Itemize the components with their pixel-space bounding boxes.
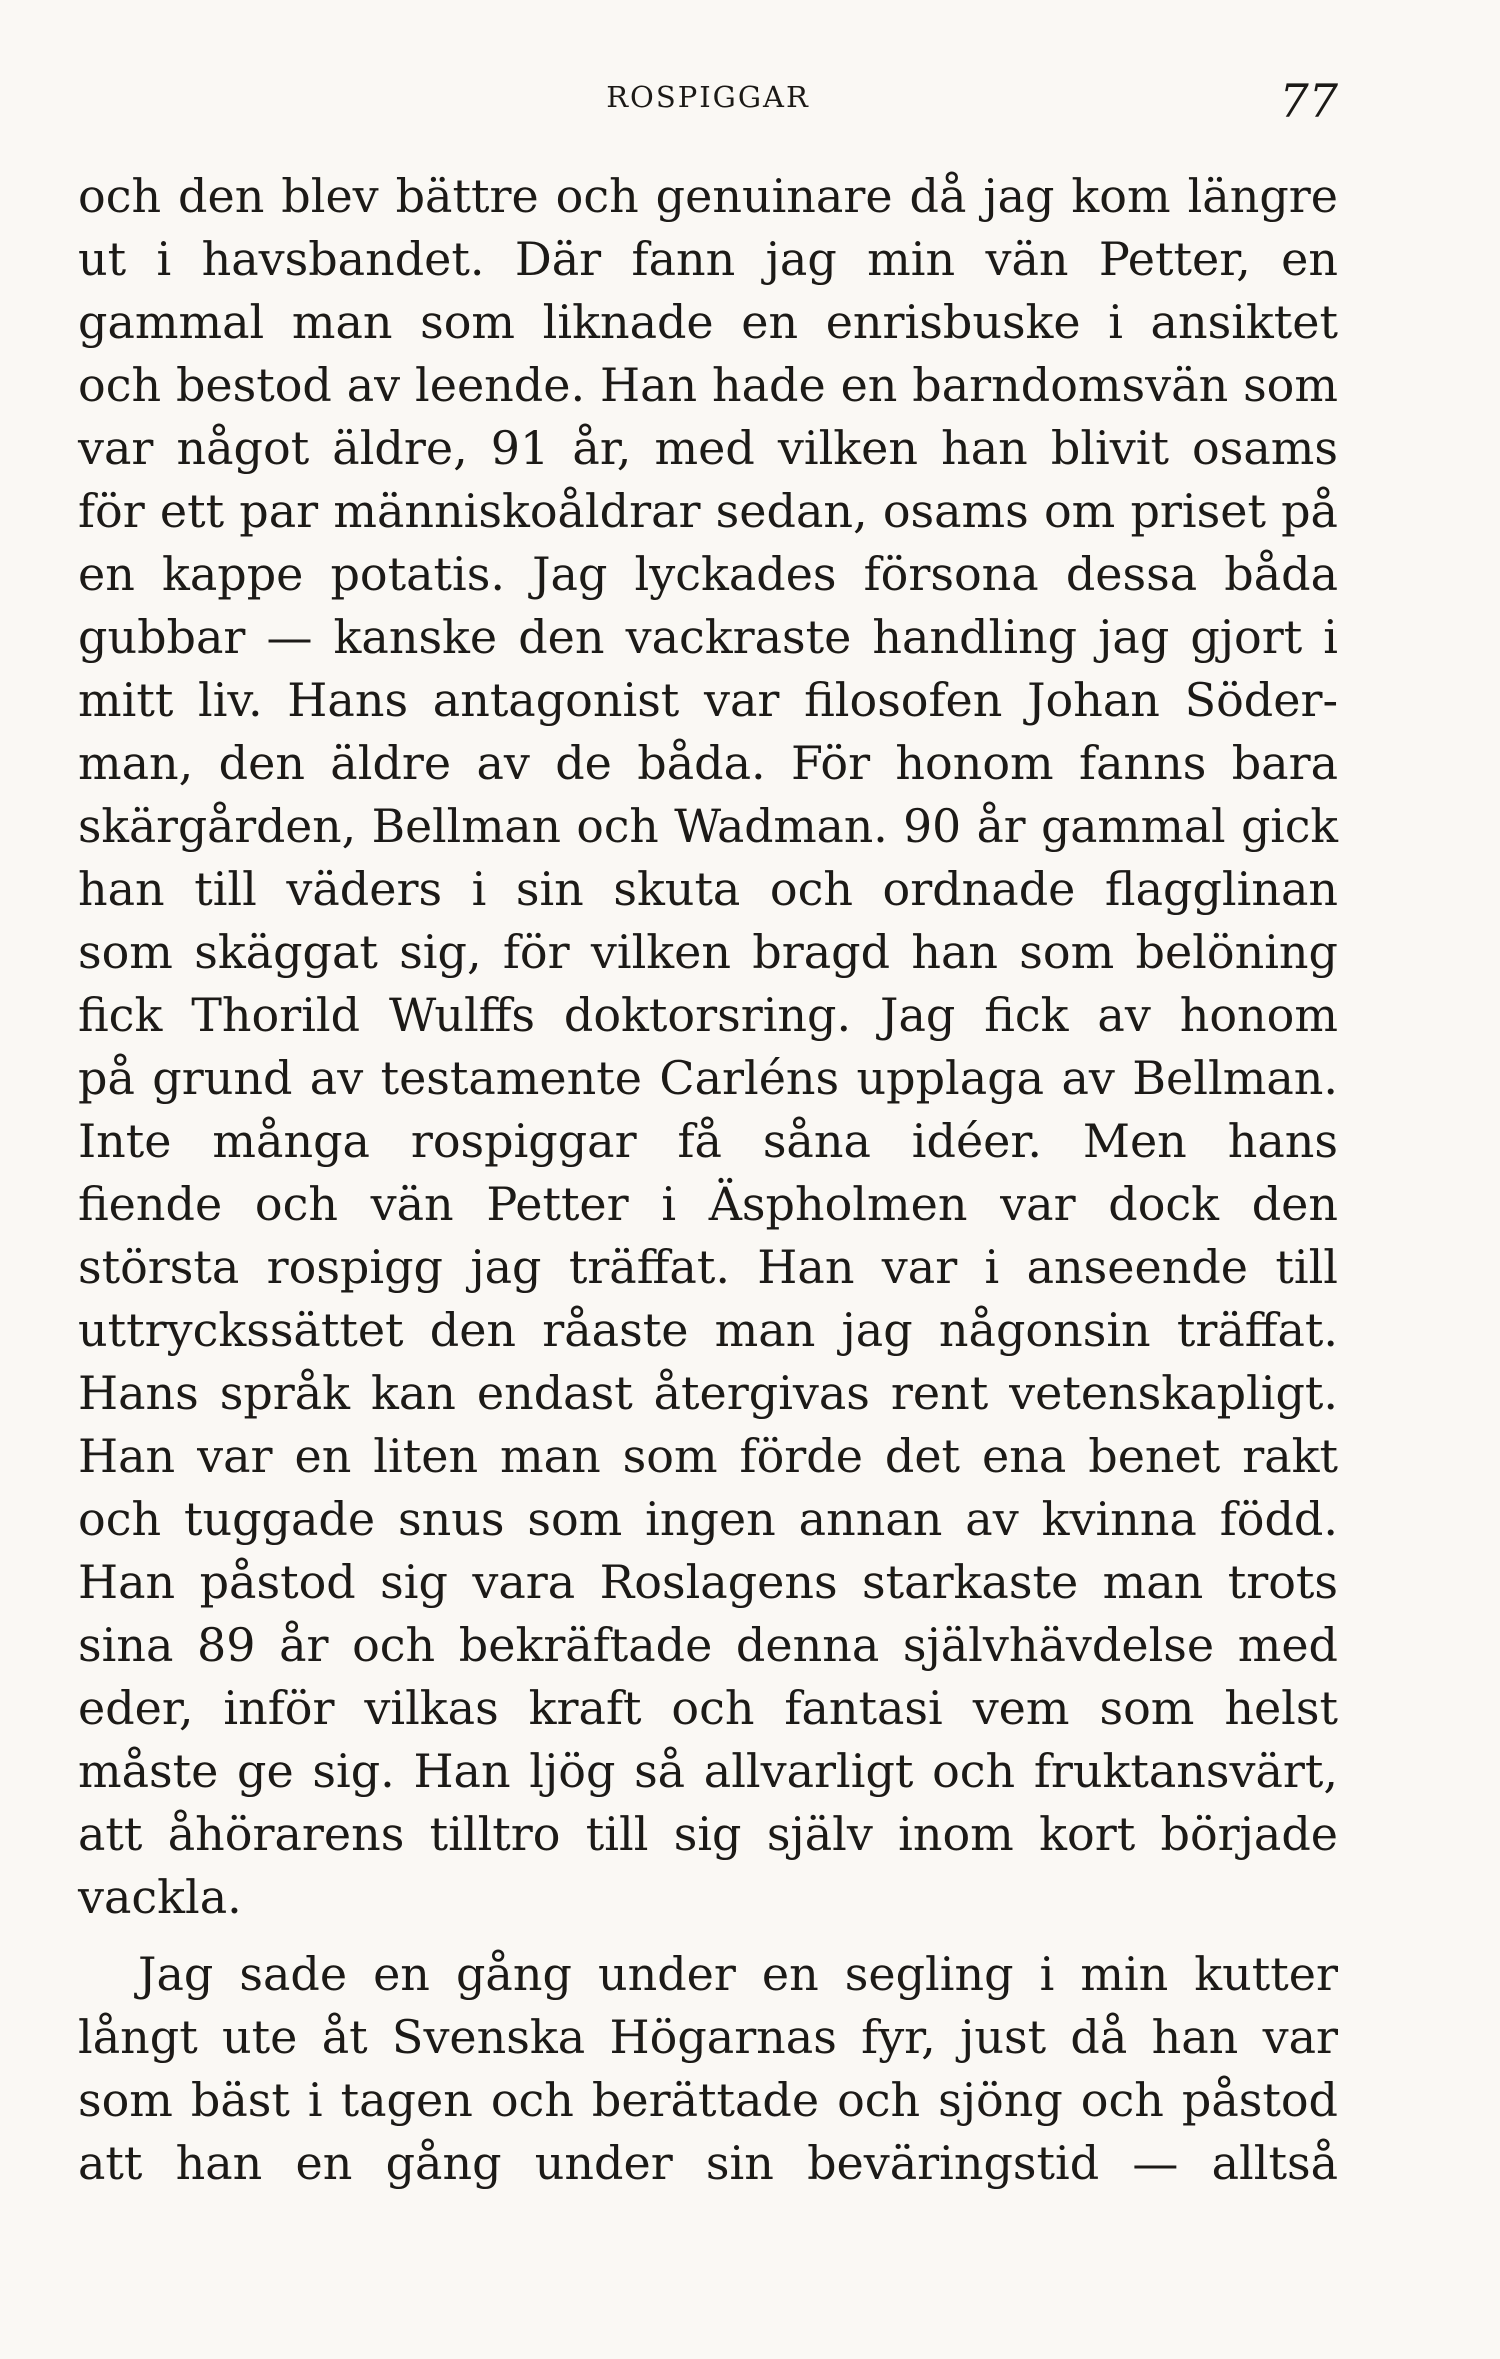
text-line: största rospigg jag träffat. Han var i anseende till xyxy=(78,1240,1338,1294)
text-line: Hans språk kan endast återgivas rent vetenskapligt. xyxy=(78,1366,1338,1420)
text-line: sina 89 år och bekräftade denna självhävdelse med xyxy=(78,1618,1338,1672)
text-line: gammal man som liknade en enrisbuske i ansiktet xyxy=(78,295,1338,349)
text-line: vackla. xyxy=(78,1870,242,1924)
text-line: gubbar — kanske den vackraste handling jag gjort i xyxy=(78,610,1338,664)
text-line: på grund av testamente Carléns upplaga av Bellman. xyxy=(78,1051,1338,1105)
text-line: uttryckssättet den råaste man jag någonsin träffat. xyxy=(78,1303,1338,1357)
body-text xyxy=(78,165,1338,2195)
text-line: mitt liv. Hans antagonist var filosofen Johan Söder- xyxy=(78,673,1338,727)
text-line: fick Thorild Wulffs doktorsring. Jag fick av honom xyxy=(78,988,1338,1042)
running-head xyxy=(78,74,1338,134)
page-number: 77 xyxy=(1279,74,1338,128)
paragraph-2 xyxy=(78,1943,1338,2195)
text-line: Jag sade en gång under en segling i min kutter xyxy=(138,1947,1338,2001)
text-line: fiende och vän Petter i Äspholmen var dock den xyxy=(78,1177,1338,1231)
text-line: för ett par människoåldrar sedan, osams om priset på xyxy=(78,484,1338,538)
running-title: ROSPIGGAR xyxy=(606,80,810,114)
text-line: och tuggade snus som ingen annan av kvinna född. xyxy=(78,1492,1338,1546)
text-line: långt ute åt Svenska Högarnas fyr, just då han var xyxy=(78,2010,1338,2064)
text-line: en kappe potatis. Jag lyckades försona dessa båda xyxy=(78,547,1338,601)
text-line: att åhörarens tilltro till sig själv inom kort började xyxy=(78,1807,1338,1861)
text-line: och den blev bättre och genuinare då jag kom längre xyxy=(78,169,1338,223)
text-line: man, den äldre av de båda. För honom fanns bara xyxy=(78,736,1338,790)
text-line: att han en gång under sin beväringstid — alltså xyxy=(78,2136,1338,2190)
text-line: och bestod av leende. Han hade en barndomsvän som xyxy=(78,358,1338,412)
text-line: var något äldre, 91 år, med vilken han blivit osams xyxy=(78,421,1338,475)
text-line: ut i havsbandet. Där fann jag min vän Petter, en xyxy=(78,232,1338,286)
text-line: Han var en liten man som förde det ena benet rakt xyxy=(78,1429,1338,1483)
text-line: han till väders i sin skuta och ordnade flagglinan xyxy=(78,862,1338,916)
text-line: skärgården, Bellman och Wadman. 90 år gammal gick xyxy=(78,800,1338,853)
text-line: eder, inför vilkas kraft och fantasi vem som helst xyxy=(78,1681,1338,1735)
text-line: Han påstod sig vara Roslagens starkaste man trots xyxy=(78,1555,1338,1609)
text-line: som bäst i tagen och berättade och sjöng och påstod xyxy=(78,2073,1338,2127)
text-line: som skäggat sig, för vilken bragd han som belöning xyxy=(78,925,1338,979)
text-line: måste ge sig. Han ljög så allvarligt och fruktansvärt, xyxy=(78,1744,1338,1798)
text-line: Inte många rospiggar få såna idéer. Men hans xyxy=(78,1114,1338,1168)
paragraph-gap xyxy=(78,1929,1338,1943)
paragraph-1 xyxy=(78,165,1338,1929)
